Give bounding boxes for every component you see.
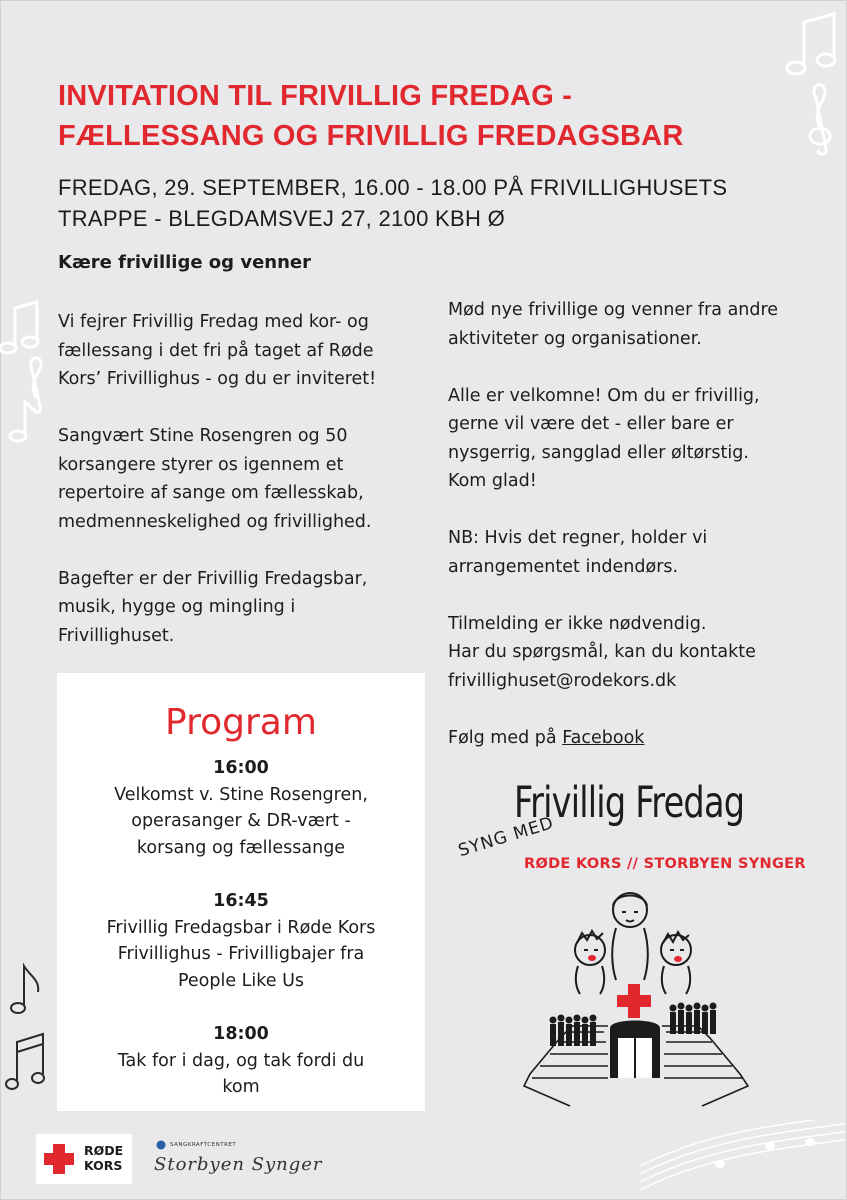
text-line: repertoire af sange om fællesskab, [58,483,364,503]
facebook-link[interactable]: Facebook [562,727,645,748]
program-item [57,1021,425,1101]
storbyen-synger-wordmark: Storbyen Synger [154,1154,323,1175]
globe-icon [156,1140,166,1150]
storbyen-synger-logo [150,1140,340,1184]
music-notes-icon [0,298,50,448]
text-line: fællessang i det fri på taget af Røde [58,340,374,361]
wordmark-line: KORS [84,1158,123,1173]
wordmark-line: RØDE [84,1143,124,1158]
text-line: Frivillighuset. [58,625,175,646]
program-text: Velkomst v. Stine Rosengren, [114,784,368,805]
title-line: INVITATION TIL FRIVILLIG FREDAG - [58,80,573,112]
text-line: Alle er velkomne! Om du er frivillig, [448,385,760,406]
program-title: Program [165,702,317,743]
text-line: nysgerrig, sangglad eller øltørstig. [448,442,749,463]
paragraph [448,296,838,353]
paragraph [448,524,838,581]
program-text: People Like Us [177,970,305,991]
invitation-title [58,76,683,156]
program-item [57,755,425,861]
choir-stairs-illustration [520,888,752,1108]
logo-partners: RØDE KORS // STORBYEN SYNGER [524,856,806,872]
rode-kors-logo [36,1134,132,1184]
program-time: 16:45 [213,891,269,911]
program-text: Frivillighus - Frivilligbajer fra [117,944,365,964]
text-line: Bagefter er der Frivillig Fredagsbar, [58,568,368,589]
greeting: Kære frivillige og venner [58,252,311,273]
text-line: Kors’ Frivillighus - og du er inviteret! [58,369,377,389]
follow-prefix: Følg med på [448,727,563,748]
left-column [58,308,428,679]
subtitle-line: FREDAG, 29. SEPTEMBER, 16.00 - 18.00 PÅ FRIVILLIGHUSETS [58,175,728,200]
red-cross-icon [53,1144,65,1174]
text-line: gerne vil være det - eller bare er [448,414,734,434]
music-staff-icon [640,1120,845,1198]
contact-email[interactable]: frivillighuset@rodekors.dk [448,670,677,691]
logo-title: Frivillig Fredag [514,778,745,828]
text-line: NB: Hvis det regner, holder vi [448,528,708,548]
text-line: Har du spørgsmål, kan du kontakte [448,642,756,662]
text-line: Kom glad! [448,471,537,491]
text-line: aktiviteter og organisationer. [448,328,702,349]
right-column [448,296,838,781]
paragraph [58,422,428,536]
program-time: 16:00 [213,758,269,778]
program-text: Frivillig Fredagsbar i Røde Kors [106,917,376,938]
music-notes-icon [770,8,846,158]
sangkraftcentret-label: SANGKRAFTCENTRET [170,1142,237,1148]
paragraph [58,565,428,651]
text-line: Mød nye frivillige og venner fra andre [448,300,779,320]
text-line: musik, hygge og mingling i [58,597,296,617]
program-item [57,888,425,994]
program-box [57,673,425,1111]
title-line: FÆLLESSANG OG FRIVILLIG FREDAGSBAR [58,120,684,152]
frivillig-fredag-logo [450,778,810,878]
program-text: kom [222,1077,260,1097]
program-text: Tak for i dag, og tak fordi du [117,1050,365,1071]
text-line: medmenneskelighed og frivillighed. [58,511,372,532]
text-line: arrangementet indendørs. [448,556,679,577]
music-notes-icon [0,960,50,1100]
paragraph [448,382,838,496]
rode-kors-wordmark [84,1143,123,1173]
text-line: Sangvært Stine Rosengren og 50 [58,426,348,446]
text-line: Tilmelding er ikke nødvendig. [448,613,707,634]
subtitle-line: TRAPPE - BLEGDAMSVEJ 27, 2100 KBH Ø [58,206,505,231]
text-line: Vi fejrer Frivillig Fredag med kor- og [58,312,369,332]
paragraph [448,610,838,696]
text-line: korsangere styrer os igennem et [58,454,344,475]
program-time: 18:00 [213,1024,269,1044]
paragraph [58,308,428,394]
program-text: korsang og fællessange [136,837,346,858]
logo-syng-med: SYNG MED [456,813,557,862]
program-text: operasanger & DR-vært - [131,811,351,831]
event-date-location [58,172,727,234]
follow-line [448,724,838,753]
